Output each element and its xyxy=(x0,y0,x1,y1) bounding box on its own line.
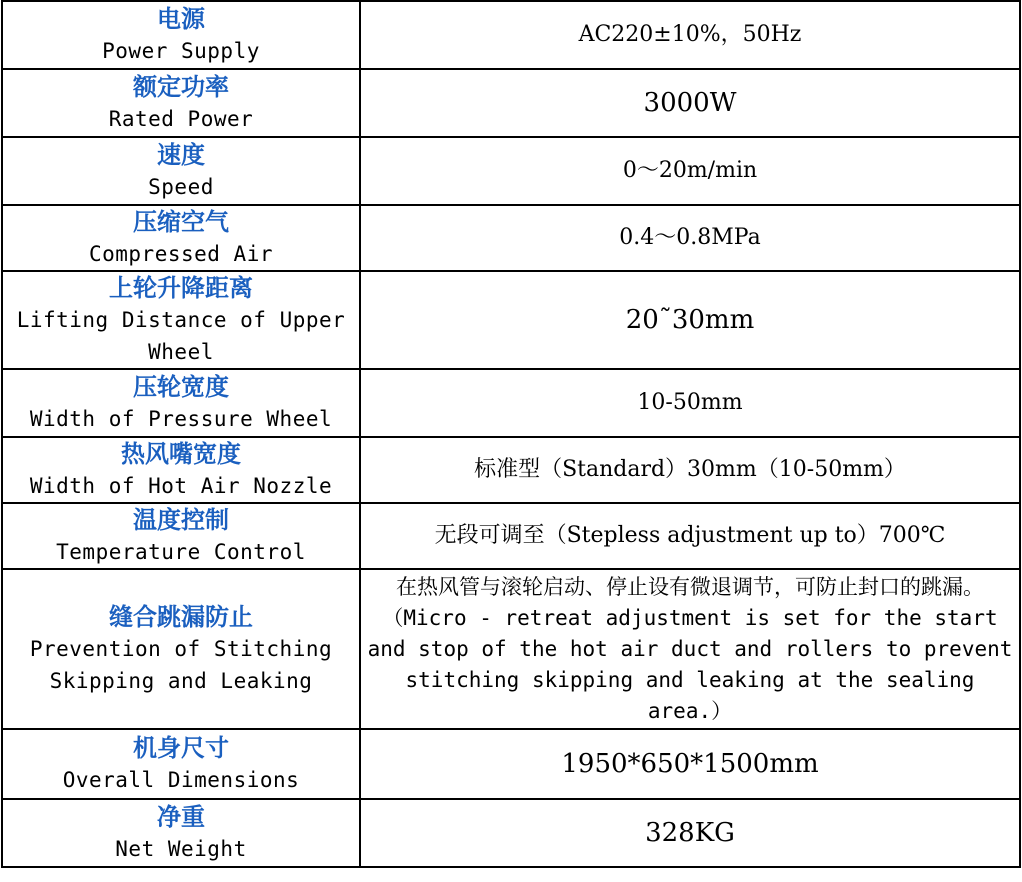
spec-value: 0.4～0.8MPa xyxy=(360,205,1020,271)
spec-label xyxy=(2,369,360,437)
spec-row-skip-prevention xyxy=(2,569,1020,729)
spec-label-zh: 净重 xyxy=(157,803,205,831)
spec-label-zh: 压轮宽度 xyxy=(133,373,229,401)
spec-row-net-weight xyxy=(2,799,1020,867)
spec-value: 1950*650*1500mm xyxy=(360,729,1020,799)
spec-label-zh: 电源 xyxy=(157,5,205,33)
spec-row-power-supply xyxy=(2,1,1020,69)
spec-label-zh: 热风嘴宽度 xyxy=(121,440,241,468)
spec-value: AC220±10%，50Hz xyxy=(360,1,1020,69)
spec-row-lifting-distance xyxy=(2,271,1020,369)
spec-label-en: Temperature Control xyxy=(56,540,306,564)
spec-value: 标准型（Standard）30mm（10-50mm） xyxy=(360,437,1020,503)
spec-row-temperature-control xyxy=(2,503,1020,569)
spec-value: 3000W xyxy=(360,69,1020,137)
spec-label-zh: 缝合跳漏防止 xyxy=(109,603,253,631)
spec-label-zh: 额定功率 xyxy=(133,73,229,101)
spec-row-rated-power xyxy=(2,69,1020,137)
spec-table xyxy=(1,0,1021,868)
spec-label-en: Compressed Air xyxy=(88,242,273,266)
spec-value: 10-50mm xyxy=(360,369,1020,437)
spec-label-en: Net Weight xyxy=(115,837,247,861)
spec-label-zh: 上轮升降距离 xyxy=(109,274,253,302)
spec-value: 0～20m/min xyxy=(360,137,1020,205)
spec-label xyxy=(2,69,360,137)
spec-row-speed xyxy=(2,137,1020,205)
spec-label-en: Lifting Distance of Upper Wheel xyxy=(16,308,346,364)
spec-label xyxy=(2,729,360,799)
spec-row-compressed-air xyxy=(2,205,1020,271)
spec-label-en: Width of Hot Air Nozzle xyxy=(29,474,333,498)
spec-label-zh: 机身尺寸 xyxy=(133,734,229,762)
spec-label-en: Speed xyxy=(148,175,214,199)
spec-label-en: Rated Power xyxy=(108,107,254,131)
spec-label xyxy=(2,271,360,369)
spec-row-nozzle-width xyxy=(2,437,1020,503)
spec-label xyxy=(2,137,360,205)
spec-label-zh: 温度控制 xyxy=(133,506,229,534)
spec-value: 328KG xyxy=(360,799,1020,867)
spec-label xyxy=(2,205,360,271)
spec-label-en: Prevention of Stitching Skipping and Leaking xyxy=(29,637,333,693)
spec-label xyxy=(2,503,360,569)
spec-value: 20˜30mm xyxy=(360,271,1020,369)
spec-label xyxy=(2,569,360,729)
spec-label-en: Power Supply xyxy=(102,39,260,63)
spec-label-en: Width of Pressure Wheel xyxy=(29,407,333,431)
spec-value: 在热风管与滚轮启动、停止设有微退调节，可防止封口的跳漏。（Micro - retreat adjustment is set for the start and stop of the hot air duct and rollers to prevent stitching skipping and leaking at the sealing area.） xyxy=(360,569,1020,729)
spec-label xyxy=(2,1,360,69)
spec-label xyxy=(2,437,360,503)
spec-value: 无段可调至（Stepless adjustment up to）700℃ xyxy=(360,503,1020,569)
spec-row-pressure-wheel-width xyxy=(2,369,1020,437)
spec-label-zh: 压缩空气 xyxy=(133,208,229,236)
spec-label-zh: 速度 xyxy=(157,141,205,169)
spec-row-overall-dimensions xyxy=(2,729,1020,799)
spec-label xyxy=(2,799,360,867)
spec-label-en: Overall Dimensions xyxy=(62,768,300,792)
